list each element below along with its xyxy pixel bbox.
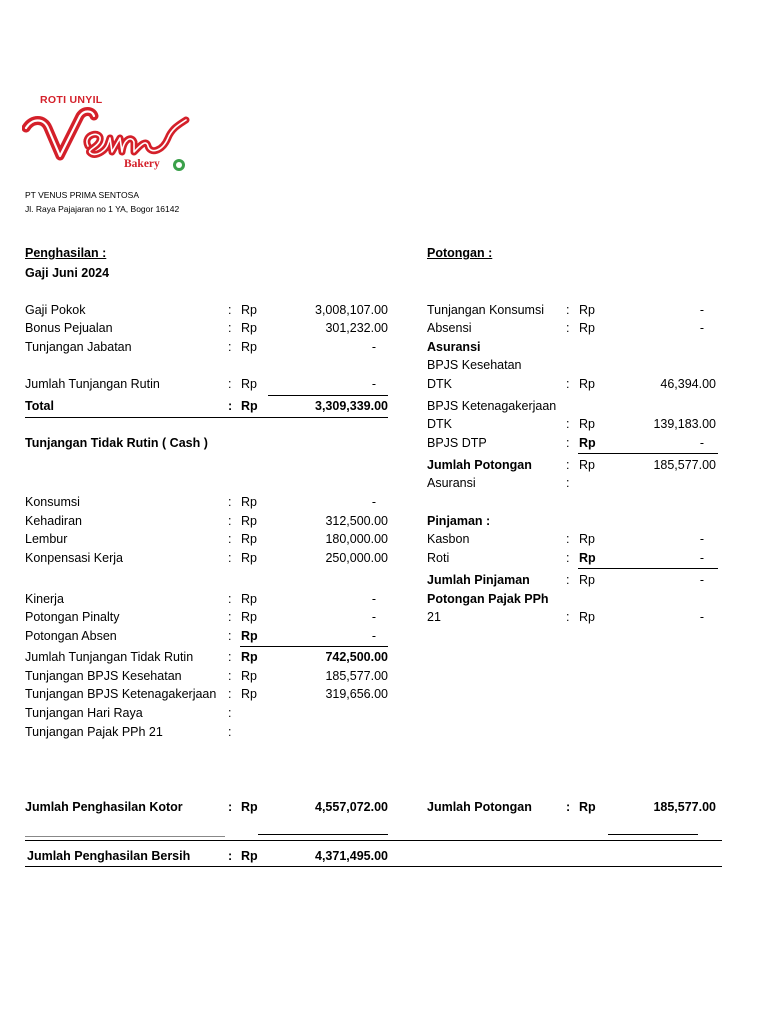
row-value: 742,500.00: [325, 650, 388, 664]
insurance-heading: Asuransi: [427, 340, 481, 354]
row-label: Tunjangan BPJS Ketenagakerjaan: [25, 687, 217, 701]
row-value: -: [699, 610, 704, 624]
divider-line: [258, 834, 388, 835]
pay-period: Gaji Juni 2024: [25, 266, 110, 280]
row-label: Tunjangan Hari Raya: [25, 706, 143, 720]
row-currency: Rp: [579, 573, 595, 587]
row-label: Lembur: [25, 532, 68, 546]
row-label: Absensi: [427, 321, 472, 335]
row-label: Tunjangan Jabatan: [25, 340, 132, 354]
row-label: BPJS DTP: [427, 436, 487, 450]
row-currency: Rp: [579, 800, 596, 814]
row-currency: Rp: [241, 377, 257, 391]
row-colon: :: [566, 476, 570, 490]
row-colon: :: [228, 706, 232, 720]
row-colon: :: [228, 669, 232, 683]
row-label: Tunjangan Pajak PPh 21: [25, 725, 163, 739]
row-value: 301,232.00: [325, 321, 388, 335]
company-name: PT VENUS PRIMA SENTOSA: [25, 190, 139, 200]
row-currency: Rp: [579, 532, 595, 546]
row-value: 185,577.00: [325, 669, 388, 683]
row-colon: :: [228, 592, 232, 606]
logo-top-text: ROTI UNYIL: [40, 94, 103, 106]
row-colon: :: [566, 800, 571, 814]
row-colon: :: [566, 551, 570, 565]
row-label: Jumlah Penghasilan Kotor: [25, 800, 183, 814]
row-colon: :: [228, 687, 232, 701]
row-colon: :: [228, 495, 232, 509]
row-label: Bonus Pejualan: [25, 321, 113, 335]
row-value: -: [699, 573, 704, 587]
row-value: 319,656.00: [325, 687, 388, 701]
row-value: 4,371,495.00: [315, 849, 388, 863]
row-currency: Rp: [241, 551, 257, 565]
row-label: Kinerja: [25, 592, 64, 606]
row-currency: Rp: [579, 551, 596, 565]
section-heading-non-routine: Tunjangan Tidak Rutin ( Cash ): [25, 436, 208, 450]
divider-line: [25, 866, 722, 867]
row-colon: :: [228, 610, 232, 624]
row-colon: :: [228, 399, 233, 413]
row-value: 46,394.00: [660, 377, 716, 391]
row-currency: Rp: [579, 436, 596, 450]
row-currency: Rp: [241, 800, 258, 814]
row-colon: :: [566, 436, 570, 450]
row-value: -: [371, 495, 376, 509]
row-currency: Rp: [241, 303, 257, 317]
row-value: -: [371, 377, 376, 391]
row-value: -: [699, 436, 704, 450]
row-label: Konpensasi Kerja: [25, 551, 123, 565]
row-colon: :: [228, 849, 233, 863]
row-currency: Rp: [241, 669, 257, 683]
row-value: -: [371, 610, 376, 624]
row-colon: :: [228, 551, 232, 565]
income-heading: Penghasilan :: [25, 246, 107, 260]
row-colon: :: [566, 610, 570, 624]
row-colon: :: [228, 800, 233, 814]
row-currency: Rp: [241, 629, 258, 643]
row-label: Jumlah Tunjangan Rutin: [25, 377, 160, 391]
row-value: 139,183.00: [653, 417, 716, 431]
row-label: Jumlah Pinjaman: [427, 573, 530, 587]
row-colon: :: [566, 532, 570, 546]
row-colon: :: [228, 321, 232, 335]
row-currency: Rp: [241, 399, 258, 413]
row-currency: Rp: [241, 592, 257, 606]
row-currency: Rp: [579, 610, 595, 624]
row-currency: Rp: [241, 532, 257, 546]
row-currency: Rp: [579, 321, 595, 335]
row-label: Total: [25, 399, 54, 413]
row-label: Jumlah Potongan: [427, 458, 532, 472]
row-label: Kasbon: [427, 532, 470, 546]
row-label: DTK: [427, 377, 452, 391]
row-value: -: [371, 629, 376, 643]
row-value: 3,309,339.00: [315, 399, 388, 413]
row-currency: Rp: [241, 610, 257, 624]
row-label: Gaji Pokok: [25, 303, 86, 317]
divider-line: [25, 840, 722, 841]
row-colon: :: [566, 377, 570, 391]
row-label: Tunjangan Konsumsi: [427, 303, 544, 317]
row-currency: Rp: [241, 321, 257, 335]
row-value: -: [699, 303, 704, 317]
row-currency: Rp: [579, 377, 595, 391]
divider-line: [578, 568, 718, 569]
row-colon: :: [566, 458, 570, 472]
deduction-label-bpjs-ketenagakerjaan: BPJS Ketenagakerjaan: [427, 399, 557, 413]
row-currency: Rp: [241, 849, 258, 863]
row-colon: :: [228, 725, 232, 739]
row-value: 4,557,072.00: [315, 800, 388, 814]
row-label: Asuransi: [427, 476, 476, 490]
row-label: Konsumsi: [25, 495, 80, 509]
row-currency: Rp: [241, 340, 257, 354]
row-colon: :: [228, 629, 232, 643]
row-value: -: [699, 321, 704, 335]
divider-line: [268, 395, 388, 396]
row-colon: :: [228, 514, 232, 528]
row-colon: :: [566, 417, 570, 431]
row-colon: :: [228, 303, 232, 317]
logo-sub-text: Bakery: [124, 158, 160, 170]
row-value: -: [699, 551, 704, 565]
divider-line: [608, 834, 698, 835]
row-value: 185,577.00: [653, 800, 716, 814]
row-colon: :: [228, 377, 232, 391]
row-currency: Rp: [241, 687, 257, 701]
row-currency: Rp: [579, 303, 595, 317]
row-colon: :: [228, 650, 232, 664]
company-address: Jl. Raya Pajajaran no 1 YA, Bogor 16142: [25, 204, 180, 214]
row-colon: :: [566, 573, 570, 587]
row-value: 180,000.00: [325, 532, 388, 546]
row-label: Potongan Absen: [25, 629, 117, 643]
row-value: -: [371, 340, 376, 354]
row-currency: Rp: [579, 417, 595, 431]
row-label: Kehadiran: [25, 514, 82, 528]
row-label: Potongan Pinalty: [25, 610, 120, 624]
deduction-heading: Potongan :: [427, 246, 493, 260]
row-value: 312,500.00: [325, 514, 388, 528]
row-value: -: [699, 532, 704, 546]
row-label: 21: [427, 610, 441, 624]
row-value: -: [371, 592, 376, 606]
row-currency: Rp: [579, 458, 595, 472]
row-value: 250,000.00: [325, 551, 388, 565]
row-label: Jumlah Potongan: [427, 800, 532, 814]
company-logo: [22, 92, 192, 176]
row-colon: :: [228, 340, 232, 354]
row-currency: Rp: [241, 650, 258, 664]
tax-deduction-label: Potongan Pajak PPh: [427, 592, 549, 606]
divider-line: [25, 417, 388, 418]
row-label: Jumlah Penghasilan Bersih: [27, 849, 191, 863]
row-currency: Rp: [241, 514, 257, 528]
divider-line: [578, 453, 718, 454]
row-label: Tunjangan BPJS Kesehatan: [25, 669, 182, 683]
logo-script-graphic: [22, 98, 192, 178]
row-label: Roti: [427, 551, 450, 565]
divider-line: [240, 646, 388, 647]
row-value: 3,008,107.00: [315, 303, 388, 317]
divider-line: [25, 836, 225, 837]
loan-heading: Pinjaman :: [427, 514, 491, 528]
row-colon: :: [228, 532, 232, 546]
deduction-label-bpjs-kesehatan: BPJS Kesehatan: [427, 358, 522, 372]
row-label: DTK: [427, 417, 452, 431]
row-colon: :: [566, 303, 570, 317]
row-colon: :: [566, 321, 570, 335]
row-label: Jumlah Tunjangan Tidak Rutin: [25, 650, 194, 664]
row-value: 185,577.00: [653, 458, 716, 472]
row-currency: Rp: [241, 495, 257, 509]
